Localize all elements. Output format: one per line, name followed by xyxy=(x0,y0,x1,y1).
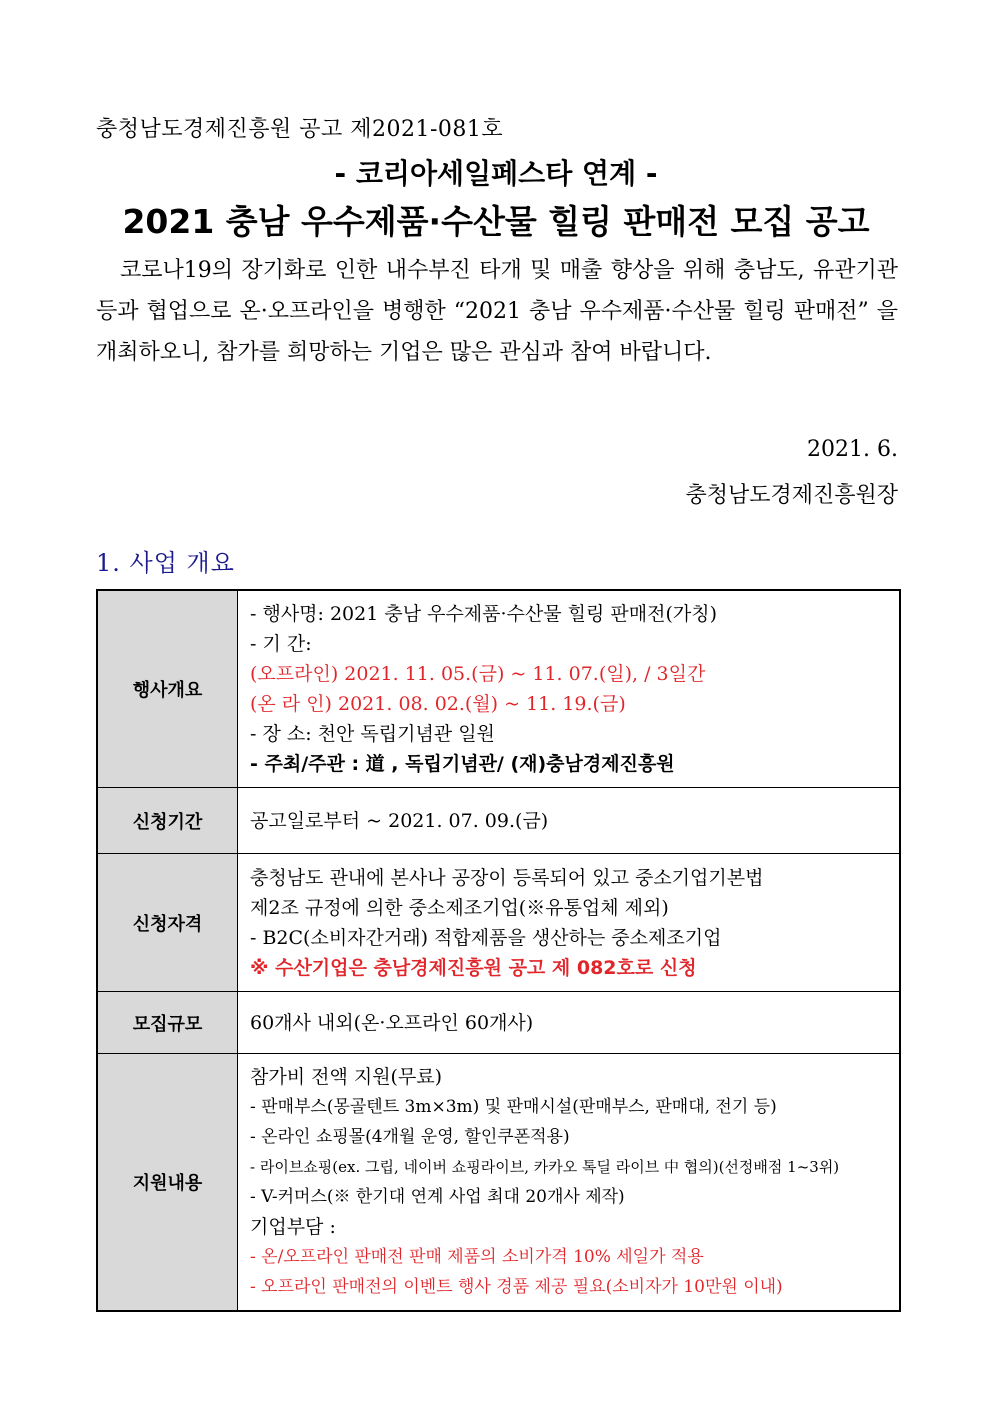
table-row xyxy=(97,992,900,1054)
row-content xyxy=(238,788,901,854)
content-line: - V-커머스(※ 한기대 연계 사업 최대 20개사 제작) xyxy=(250,1187,625,1207)
table-row xyxy=(97,854,900,992)
content-line: (온 라 인) 2021. 08. 02.(월) ~ 11. 19.(금) xyxy=(250,693,626,715)
table-row xyxy=(97,590,900,788)
content-line: 제2조 규정에 의한 중소제조기업(※유통업체 제외) xyxy=(250,896,669,919)
row-label: 신청자격 xyxy=(97,854,238,992)
content-line: 공고일로부터 ~ 2021. 07. 09.(금) xyxy=(250,809,549,832)
content-line: 60개사 내외(온·오프라인 60개사) xyxy=(250,1011,534,1034)
content-line: - 온라인 쇼핑몰(4개월 운영, 할인쿠폰적용) xyxy=(250,1127,570,1147)
notice-number: 충청남도경제진흥원 공고 제2021-081호 xyxy=(96,117,504,142)
subtitle: - 코리아세일페스타 연계 - xyxy=(334,157,658,190)
content-line: - B2C(소비자간거래) 적합제품을 생산하는 중소제조기업 xyxy=(250,926,722,949)
page-title: 2021 충남 우수제품·수산물 힐링 판매전 모집 공고 xyxy=(122,202,870,241)
content-line: 참가비 전액 지원(무료) xyxy=(250,1066,443,1088)
table-row xyxy=(97,1054,900,1312)
section-title: 1. 사업 개요 xyxy=(96,549,235,577)
content-line: (오프라인) 2021. 11. 05.(금) ~ 11. 07.(일), / 3일간 xyxy=(250,663,706,685)
row-label: 행사개요 xyxy=(97,590,238,788)
row-content xyxy=(238,590,901,788)
overview-table xyxy=(96,589,901,1312)
content-line: - 오프라인 판매전의 이벤트 행사 경품 제공 필요(소비자가 10만원 이내) xyxy=(250,1277,783,1297)
row-label: 모집규모 xyxy=(97,992,238,1054)
content-line: - 행사명: 2021 충남 우수제품·수산물 힐링 판매전(가칭) xyxy=(250,603,718,625)
issuing-organization: 충청남도경제진흥원장 xyxy=(685,483,898,508)
content-line: - 주최/주관 : 道 , 독립기념관/ (재)충남경제진흥원 xyxy=(250,753,675,775)
intro-paragraph: 코로나19의 장기화로 인한 내수부진 타개 및 매출 향상을 위해 충남도, 유관기관등과 협업으로 온·오프라인을 병행한 “2021 충남 우수제품·수산물 힐링 판매전” 을 개최하오니, 참가를 희망하는 기업은 많은 관심과 참여 바랍니다. xyxy=(96,258,898,365)
content-line: 충청남도 관내에 본사나 공장이 등록되어 있고 중소기업기본법 xyxy=(250,866,764,889)
row-content xyxy=(238,854,901,992)
content-line: - 라이브쇼핑(ex. 그립, 네이버 쇼핑라이브, 카카오 톡딜 라이브 中 협의)(선정배점 1~3위) xyxy=(250,1158,840,1176)
notice-date: 2021. 6. xyxy=(807,437,898,462)
row-content xyxy=(238,992,901,1054)
content-line: - 기 간: xyxy=(250,633,312,655)
content-line: - 판매부스(몽골텐트 3m×3m) 및 판매시설(판매부스, 판매대, 전기 등) xyxy=(250,1097,777,1117)
row-label: 지원내용 xyxy=(97,1054,238,1312)
content-line: - 온/오프라인 판매전 판매 제품의 소비가격 10% 세일가 적용 xyxy=(250,1247,704,1267)
content-line: - 장 소: 천안 독립기념관 일원 xyxy=(250,723,495,745)
row-label: 신청기간 xyxy=(97,788,238,854)
table-row xyxy=(97,788,900,854)
content-line: ※ 수산기업은 충남경제진흥원 공고 제 082호로 신청 xyxy=(250,956,697,979)
row-content xyxy=(238,1054,901,1312)
content-line: 기업부담 : xyxy=(250,1216,336,1238)
